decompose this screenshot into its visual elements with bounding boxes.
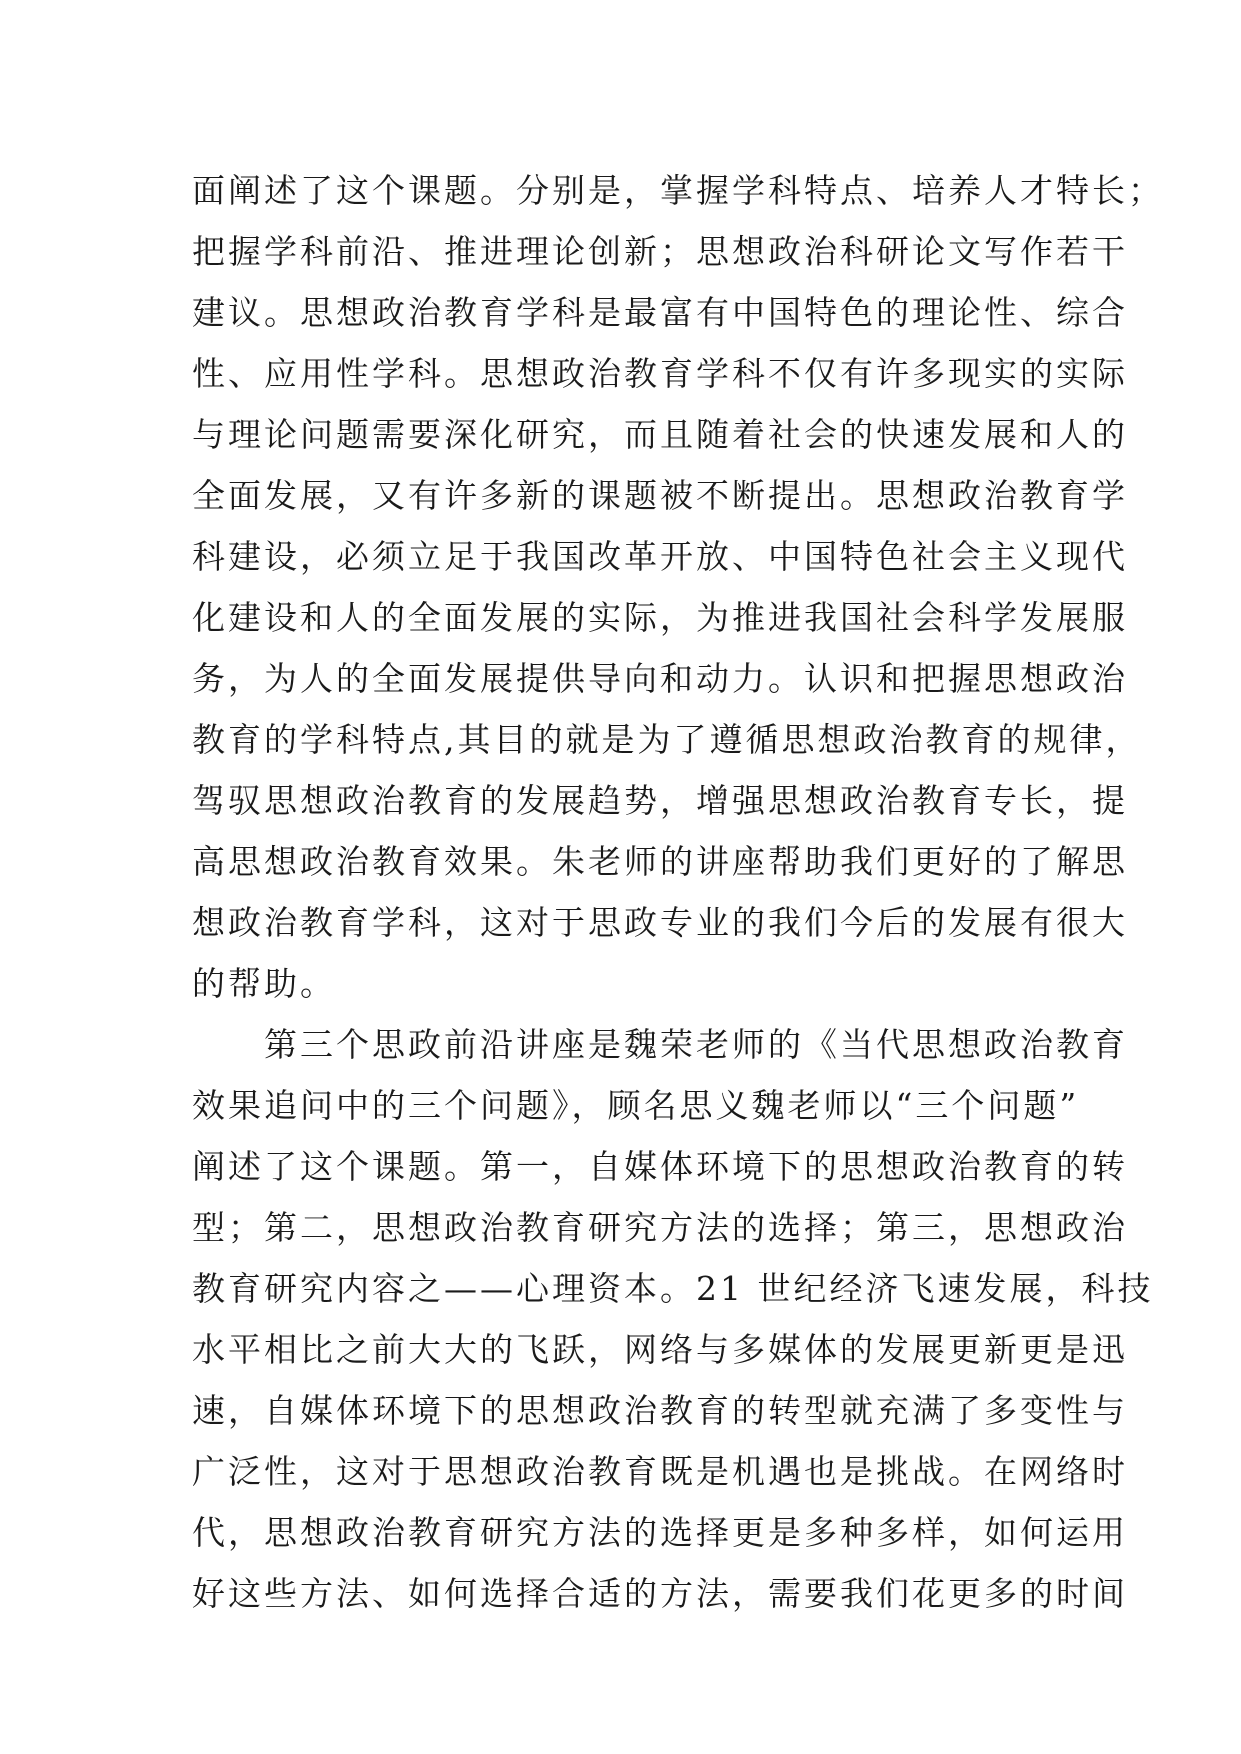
text-line: 的帮助。 bbox=[192, 964, 336, 1003]
text-line: 好这些方法、如何选择合适的方法，需要我们花更多的时间 bbox=[192, 1574, 1128, 1613]
text-line: 广泛性，这对于思想政治教育既是机遇也是挑战。在网络时 bbox=[192, 1452, 1128, 1491]
text-line: 水平相比之前大大的飞跃，网络与多媒体的发展更新更是迅 bbox=[192, 1330, 1128, 1369]
text-line: 务，为人的全面发展提供导向和动力。认识和把握思想政治 bbox=[192, 659, 1128, 698]
text-line: 科建设，必须立足于我国改革开放、中国特色社会主义现代 bbox=[192, 537, 1128, 576]
text-line: 效果追问中的三个问题》，顾名思义魏老师以“三个问题” bbox=[192, 1086, 1080, 1125]
text-line: 性、应用性学科。思想政治教育学科不仅有许多现实的实际 bbox=[192, 354, 1128, 393]
text-line: 把握学科前沿、推进理论创新；思想政治科研论文写作若干 bbox=[192, 232, 1128, 271]
text-line: 高思想政治教育效果。朱老师的讲座帮助我们更好的了解思 bbox=[192, 842, 1128, 881]
text-line: 速，自媒体环境下的思想政治教育的转型就充满了多变性与 bbox=[192, 1391, 1128, 1430]
text-line: 阐述了这个课题。第一，自媒体环境下的思想政治教育的转 bbox=[192, 1147, 1128, 1186]
text-line: 面阐述了这个课题。分别是，掌握学科特点、培养人才特长； bbox=[192, 171, 1164, 210]
text-line: 建议。思想政治教育学科是最富有中国特色的理论性、综合 bbox=[192, 293, 1128, 332]
text-line: 代，思想政治教育研究方法的选择更是多种多样，如何运用 bbox=[192, 1513, 1128, 1552]
text-line: 型；第二，思想政治教育研究方法的选择；第三，思想政治 bbox=[192, 1208, 1128, 1247]
body-text bbox=[192, 160, 1164, 1624]
text-line: 想政治教育学科，这对于思政专业的我们今后的发展有很大 bbox=[192, 903, 1128, 942]
text-line: 第三个思政前沿讲座是魏荣老师的《当代思想政治教育 bbox=[192, 1025, 1128, 1064]
text-line: 教育研究内容之——心理资本。21 世纪经济飞速发展，科技 bbox=[192, 1269, 1154, 1308]
text-line: 全面发展，又有许多新的课题被不断提出。思想政治教育学 bbox=[192, 476, 1128, 515]
text-line: 驾驭思想政治教育的发展趋势，增强思想政治教育专长，提 bbox=[192, 781, 1128, 820]
text-line: 与理论问题需要深化研究，而且随着社会的快速发展和人的 bbox=[192, 415, 1128, 454]
text-line: 教育的学科特点,其目的就是为了遵循思想政治教育的规律， bbox=[192, 720, 1142, 759]
text-line: 化建设和人的全面发展的实际，为推进我国社会科学发展服 bbox=[192, 598, 1128, 637]
